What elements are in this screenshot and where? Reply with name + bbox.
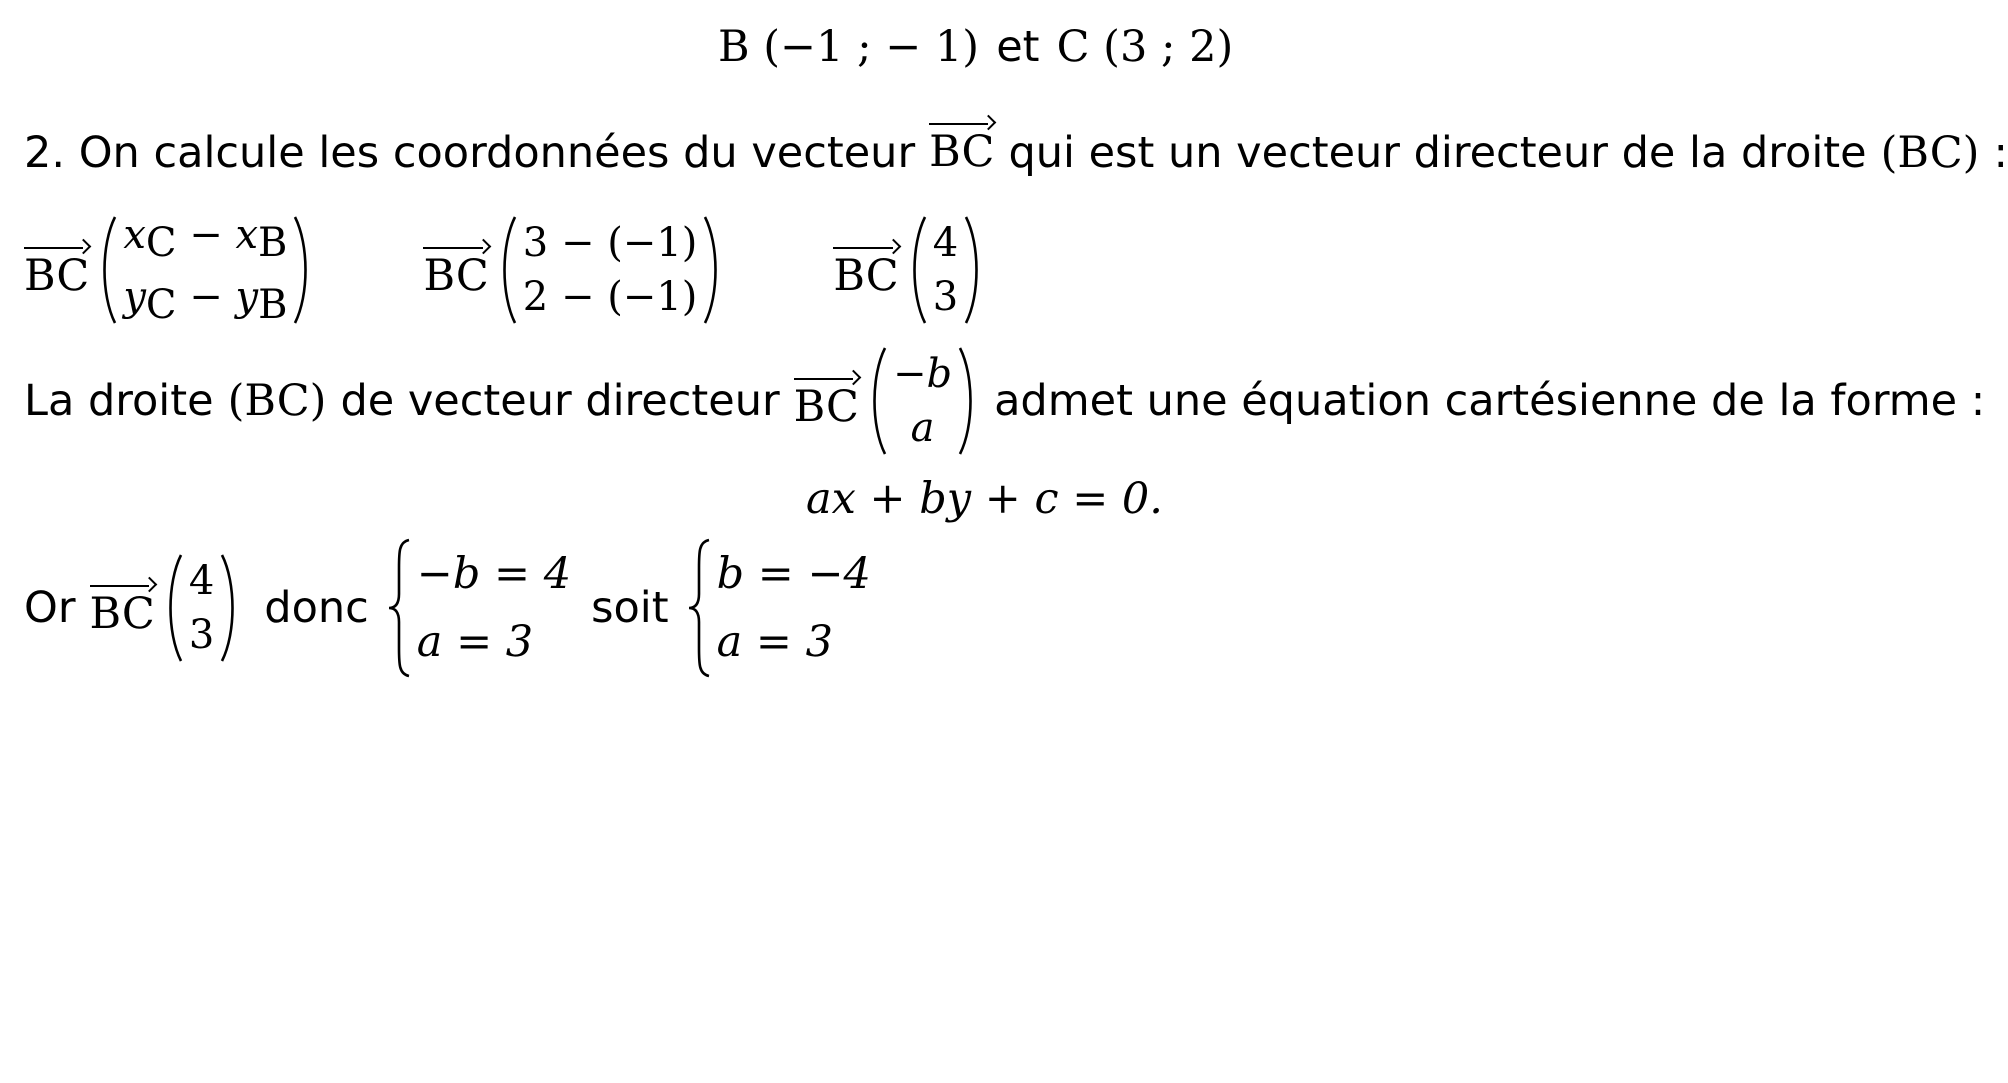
- vector-bottom-entry: 2 − (−1): [522, 274, 698, 320]
- colon: :: [1993, 128, 2008, 178]
- donc-word: donc: [264, 583, 369, 633]
- left-paren-icon: [163, 553, 185, 663]
- equation-text: ax + by + c = 0.: [806, 474, 1163, 524]
- column-vector-ab: [867, 346, 978, 456]
- column-vector-computed: [497, 215, 724, 325]
- direction-prefix: La droite: [24, 376, 214, 426]
- right-paren-icon: [962, 215, 984, 325]
- or-word: Or: [24, 583, 76, 633]
- column-vector-general: [97, 208, 313, 332]
- system-two: [687, 538, 871, 678]
- line-bc: (BC): [1880, 128, 1980, 178]
- intro-line: [24, 128, 2008, 178]
- point-c: C (3 ; 2): [1056, 22, 1234, 72]
- intro-text: 2. On calcule les coordonnées du vecteur: [24, 128, 916, 178]
- vector-bottom-entry: yC − yB: [123, 274, 288, 328]
- system-row: b = −4: [716, 549, 871, 599]
- vector-bottom-entry: 3: [932, 274, 959, 320]
- direction-mid: de vecteur directeur: [340, 376, 780, 426]
- left-brace-icon: [387, 538, 413, 678]
- vector-bc: BC: [24, 243, 89, 298]
- vector-bc: BC: [90, 581, 155, 636]
- vector-top-entry: 4: [932, 220, 959, 266]
- direction-suffix: admet une équation cartésienne de la forme :: [994, 376, 1986, 426]
- cartesian-equation: [806, 474, 1163, 524]
- column-vector-result: [907, 215, 984, 325]
- points-line: [718, 22, 1233, 72]
- vector-bc: BC: [794, 374, 859, 429]
- left-paren-icon: [97, 215, 119, 325]
- vectors-row: [24, 208, 984, 332]
- right-paren-icon: [291, 215, 313, 325]
- et-word: et: [996, 22, 1040, 72]
- vector-bottom-entry: a: [910, 405, 935, 451]
- vector-top-entry: 3 − (−1): [522, 220, 698, 266]
- system-one: [387, 538, 571, 678]
- vector-top-entry: xC − xB: [123, 212, 288, 266]
- system-line: [24, 538, 871, 678]
- system-row: a = 3: [716, 617, 833, 667]
- left-paren-icon: [907, 215, 929, 325]
- vector-bottom-entry: 3: [188, 612, 215, 658]
- direction-line: [24, 346, 1985, 456]
- right-paren-icon: [701, 215, 723, 325]
- vector-top-entry: 4: [188, 558, 215, 604]
- soit-word: soit: [591, 583, 669, 633]
- point-b: B (−1 ; − 1): [718, 22, 980, 72]
- right-paren-icon: [218, 553, 240, 663]
- left-brace-icon: [687, 538, 713, 678]
- vector-bc: BC: [929, 119, 994, 174]
- line-bc: (BC): [227, 376, 327, 426]
- column-vector-result: [163, 553, 240, 663]
- vector-top-entry: −b: [892, 351, 953, 397]
- left-paren-icon: [867, 346, 889, 456]
- vector-bc: BC: [833, 243, 898, 298]
- intro-suffix: qui est un vecteur directeur de la droite: [1008, 128, 1867, 178]
- right-paren-icon: [956, 346, 978, 456]
- system-row: a = 3: [416, 617, 534, 667]
- left-paren-icon: [497, 215, 519, 325]
- vector-bc: BC: [423, 243, 488, 298]
- system-row: −b = 4: [416, 549, 572, 599]
